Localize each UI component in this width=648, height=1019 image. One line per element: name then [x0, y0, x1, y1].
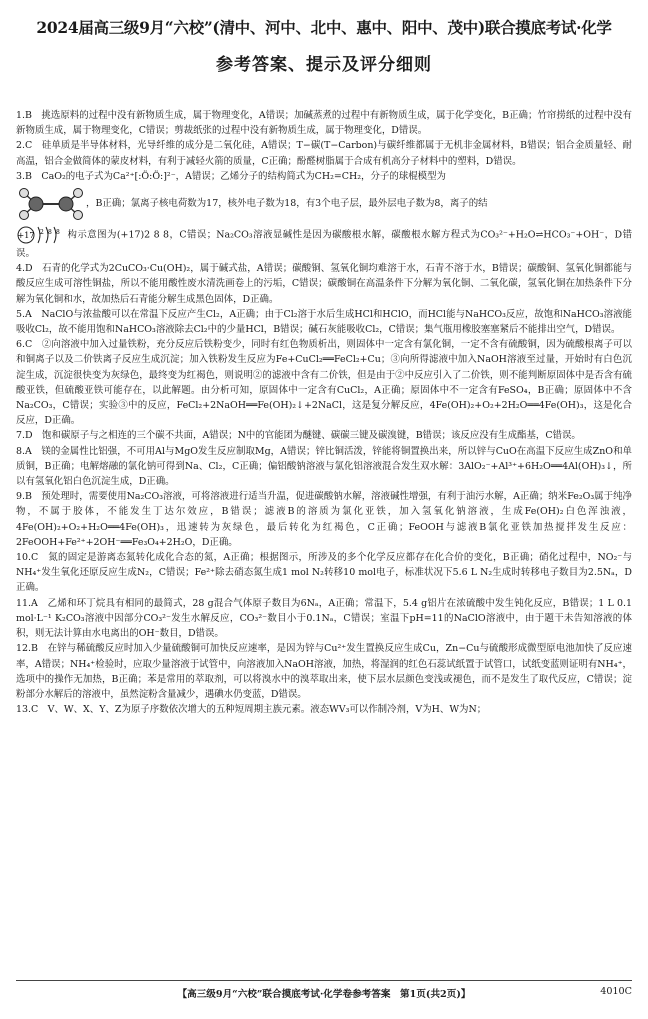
answer-item-13: 13.C V、W、X、Y、Z为原子序数依次增大的五种短周期主族元素。液态WV₃可以作制冷剂，V为H、W为N；	[16, 704, 487, 716]
shell-3-label: 8	[56, 229, 60, 237]
answer-content	[16, 108, 632, 970]
answer-item-3-part3	[16, 224, 632, 261]
footer-page-info: 【高三级9月“六校”联合摸底考试·化学卷参考答案 第1页(共2页)】	[177, 989, 471, 1000]
answer-item-2: 2.C 硅单质是半导体材料，光导纤维的成分是二氧化硅，A错误；T−碳(T−Carbon)与碳纤维都属于无机非金属材料，B错误；铝合金质量轻、耐高温，铝合金做简体的蒙皮材料，有利于减轻火箭的质量，C正确；酚醛树脂属于合成有机高分子材料中的塑料，D错误。	[16, 140, 632, 167]
nucleus-label: +17	[17, 231, 35, 241]
answer-item-11: 11.A 乙烯和环丁烷具有相同的最简式，28 g混合气体原子数目为6Nₐ，A正确；常温下，5.4 g铝片在浓硫酸中发生钝化反应，B错误；1 L 0.1 mol·L⁻¹ K₂CO₃溶液中因部分CO₃²⁻发生水解反应，CO₃²⁻数目小于0.1Nₐ，C错误；室温下pH=11的NaClO溶液中，由于题干未告知溶液的体积，则无法计算由水电离出的OH⁻数目，D错误。	[16, 597, 632, 640]
chloride-ion-structure-icon	[16, 224, 64, 246]
answer-item-9: 9.B 预处理时，需要使用Na₂CO₃溶液，可将溶液进行适当升温，促进碳酸钠水解，溶液碱性增强，有利于油污水解，A正确；纳米Fe₂O₃属于纯净物，不属于胶体，不能发生丁达尔效应，B错误；滤液B的溶质为氯化亚铁，加入氢氧化钠溶液，生成Fe(OH)₂白色浑浊液，4Fe(OH)₂+O₂+H₂O══4Fe(OH)₃，迅速转为灰绿色，最后转化为红褐色，C正确；FeOOH与滤液B氯化亚铁加热搅拌发生反应：2FeOOH+Fe²⁺+2OH⁻══Fe₃O₄+2H₂O，D正确。	[16, 491, 632, 548]
answer-item-3-text-c: 构示意图为(+17)2 8 8，C错误；Na₂CO₃溶液显碱性是因为碳酸根水解，碳酸根水解方程式为CO₃²⁻+H₂O⇌HCO₃⁻+OH⁻，D错误。	[16, 229, 632, 260]
shell-1-label: 2	[40, 229, 44, 237]
answer-subtitle: 参考答案、提示及评分细则	[216, 55, 432, 75]
answer-item-8: 8.A 镁的金属性比铝强，不可用Al与MgO发生反应制取Mg，A错误；锌比铜活泼，锌能将铜置换出来，所以锌与CuO在高温下反应生成ZnO和单质铜，B正确；电解熔融的氯化钠可得到Na、Cl₂，C正确；偏铝酸钠溶液与氯化铝溶液混合发生双水解：3AlO₂⁻+Al³⁺+6H₂O══4Al(OH)₃↓，所以有氢氧化铝白色沉淀生成，D正确。	[16, 445, 632, 488]
ethylene-model-row	[16, 187, 632, 221]
answer-item-3-text-a: 3.B CaO₂的电子式为Ca²⁺[:Ö:Ö:]²⁻，A错误；乙烯分子的结构简式为CH₂=CH₂，分子的球棍模型为	[16, 170, 446, 182]
shell-2-label: 8	[48, 229, 52, 237]
answer-item-3-part1	[16, 169, 632, 184]
answer-item-7: 7.D 饱和碳原子与之相连的三个碳不共面，A错误；N中的官能团为醚键、碳碳三键及碳溴键，B错误；该反应没有生成酯基，C错误。	[16, 430, 581, 442]
footer-divider	[16, 980, 632, 981]
answer-item-5: 5.A NaClO与浓盐酸可以在常温下反应产生Cl₂，A正确；由于Cl₂溶于水后生成HCl和HClO，而HCl能与NaHCO₃反应，故饱和NaHCO₃溶液能吸收Cl₂，故不能用饱和NaHCO₃溶液除去Cl₂中的少量HCl，B错误；碱石灰能吸收Cl₂，C错误；集气瓶用橡胶塞塞紧后不能排出空气，D错误。	[16, 308, 632, 336]
answer-item-10: 10.C 氮的固定是游离态氮转化成化合态的氮，A正确；根据图示，所涉及的多个化学反应都存在化合价的变化，B正确；硝化过程中，NO₂⁻与NH₄⁺发生氧化还原反应生成N₂，C错误；Fe²⁺除去硝态氮生成1 mol N₂转移10 mol电子，标准状况下5.6 L N₂生成时转移电子数目为2.5Nₐ，D正确。	[16, 552, 632, 594]
ethylene-ball-stick-model-icon	[16, 187, 86, 221]
answer-item-3-text-b: ，B正确；氯离子核电荷数为17，核外电子数为18，有3个电子层，最外层电子数为8，离子的结	[86, 198, 488, 210]
answer-item-4: 4.D 石青的化学式为2CuCO₃·Cu(OH)₂，属于碱式盐，A错误；碳酸铜、氢氧化铜均难溶于水，石青不溶于水，B错误；碳酸铜、氢氧化铜都能与酸反应生成可溶性铜盐，所以不能用酸性废水清洗画卷上的污垢，C错误；碳酸铜在高温条件下分解为氧化铜、二氧化碳，氢氧化铜在加热条件下分解为氧化铜和水，故加热后石青能分解生成黑色固体，D正确。	[16, 263, 632, 305]
answer-item-1: 1.B 挑选原料的过程中没有新物质生成，属于物理变化，A错误；加碱蒸煮的过程中有新物质生成，属于化学变化，B正确；竹帘捞纸的过程中没有新物质生成，属于物理变化，C错误；剪裁纸张的过程中没有新物质生成，属于物理变化，D错误。	[16, 110, 632, 137]
footer-exam-code: 4010C	[600, 986, 632, 997]
answer-item-6: 6.C ②向溶液中加入过量铁粉，充分反应后铁粉变少，同时有红色物质析出，则固体中一定含有氯化铜，一定不含有硫酸铜，因为硫酸根离子可以和铜离子以及二价铁离子反应生成沉淀；加入铁粉发生反应为Fe+CuCl₂══FeCl₂+Cu；③向所得滤液中加入NaOH溶液至过量，开始时有白色沉淀生成，沉淀很快变为灰绿色，最终变为红褐色，则说明②的滤液中含有二价铁，但是由于②中反应引入了二价铁，则不能判断原固体中是否含有硫酸亚铁，但硫酸亚铁可能存在，以此解题。由分析可知，原固体中一定含有CuCl₂，A正确；原固体中不一定含有FeSO₄，B正确；原固体中不含Na₂CO₃，C错误；实验③中的反应，FeCl₂+2NaOH══Fe(OH)₂↓+2NaCl，这是复分解反应，4Fe(OH)₂+O₂+2H₂O══4Fe(OH)₃，这是化合反应，D正确。	[16, 339, 632, 427]
answer-item-12: 12.B 在锌与稀硫酸反应时加入少量硫酸铜可加快反应速率，是因为锌与Cu²⁺发生置换反应生成Cu，Zn−Cu与硫酸形成微型原电池加快了反应速率，A错误；NH₄⁺检验时，应取少量溶液于试管中，向溶液加入NaOH溶液，加热，将湿润的红色石蕊试纸置于试管口，试纸变蓝则证明有NH₄⁺，选项中的操作无加热，B正确；苯是常用的萃取剂，可以将溴水中的溴萃取出来，使下层水层颜色变浅或褪色，而不是发生了取代反应，C错误；淀粉部分水解后的溶液中，虽然淀粉含量减少，遇碘水仍变蓝，D错误。	[16, 643, 632, 700]
page-footer	[16, 986, 632, 1006]
exam-title: 2024届高三级9月“六校”(清中、河中、北中、惠中、阳中、茂中)联合摸底考试·化学	[36, 18, 612, 37]
